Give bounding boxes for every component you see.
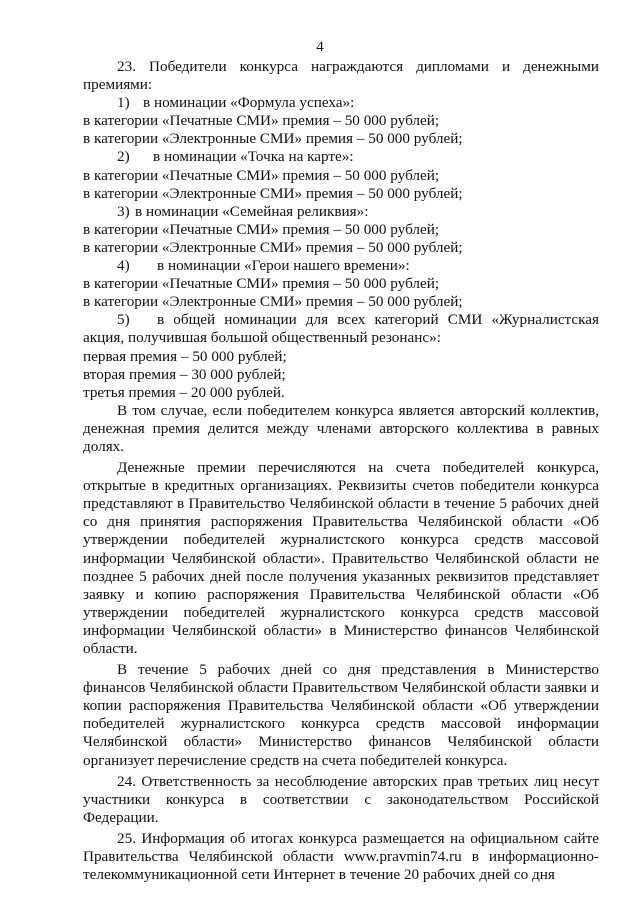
nomination-3-print: в категории «Печатные СМИ» премия – 50 000 рублей; — [83, 220, 440, 238]
nomination-3-number: 3) — [117, 202, 130, 220]
paragraph-collective: В том случае, если победителем конкурса является авторский коллектив, денежная премия делится между членами авторского коллектива в равных долях. — [83, 401, 599, 455]
paragraph-25: 25. Информация об итогах конкурса размещается на официальном сайте Правительства Челябинской области www.pravmin74.ru в информационно-телекоммуникационной сети Интернет в течение 20 рабочих дней со дня — [83, 829, 599, 884]
nomination-1-electronic: в категории «Электронные СМИ» премия – 50 000 рублей; — [83, 130, 463, 148]
nomination-5 — [83, 311, 599, 347]
paragraph-prize-transfer: Денежные премии перечисляются на счета победителей конкурса, открытые в кредитных организациях. Реквизиты счетов победители конкурса представляют в Правительство Челябинской области в течение 5 рабочих дней со дня принятия распоряжения Правительства Челябинской области «Об утверждении победителей журналистского конкурса средств массовой информации Челябинской области». Правительство Челябинской области не позднее 5 рабочих дней после получения указанных реквизитов представляет заявку и копию распоряжения Правительства Челябинской области «Об утверждении победителей журналистского конкурса средств массовой информации Челябинской области» в Министерство финансов Челябинской области. — [83, 459, 599, 657]
nomination-4-title: в номинации «Герои нашего времени»: — [157, 257, 410, 275]
prize-second: вторая премия – 30 000 рублей; — [83, 365, 286, 383]
prize-third: третья премия – 20 000 рублей. — [83, 383, 285, 401]
nomination-2-heading — [83, 148, 599, 166]
nomination-1-print: в категории «Печатные СМИ» премия – 50 000 рублей; — [83, 112, 440, 130]
nomination-4-electronic: в категории «Электронные СМИ» премия – 50 000 рублей; — [83, 293, 463, 311]
nomination-1-title: в номинации «Формула успеха»: — [143, 94, 355, 112]
paragraph-ministry-transfer: В течение 5 рабочих дней со дня представления в Министерство финансов Челябинской области Правительством Челябинской области заявки и копии распоряжения Правительства Челябинской области «Об утверждении победителей журналистского конкурса средств массовой информации Челябинской области» Министерство финансов Челябинской области организует перечисление средств на счета победителей конкурса. — [83, 661, 599, 769]
document-body — [83, 58, 599, 884]
nomination-2-print: в категории «Печатные СМИ» премия – 50 000 рублей; — [83, 166, 440, 184]
nomination-4-heading — [83, 257, 599, 275]
nomination-3-heading — [83, 203, 599, 221]
nomination-3-electronic: в категории «Электронные СМИ» премия – 50 000 рублей; — [83, 238, 463, 256]
nomination-1-number: 1) — [117, 94, 130, 112]
nomination-1-heading — [83, 94, 599, 112]
prize-first: первая премия – 50 000 рублей; — [83, 347, 287, 365]
nomination-5-title: в общей номинации для всех категорий СМИ «Журналистская акция, получившая большой общественный резонанс»: — [83, 311, 599, 347]
nomination-4-print: в категории «Печатные СМИ» премия – 50 000 рублей; — [83, 275, 440, 293]
paragraph-24: 24. Ответственность за несоблюдение авторских прав третьих лиц несут участники конкурса в соответствии с законодательством Российской Федерации. — [83, 772, 599, 826]
nomination-2-title: в номинации «Точка на карте»: — [153, 148, 354, 166]
nomination-4-number: 4) — [117, 257, 130, 275]
nomination-3-title: в номинации «Семейная реликвия»: — [135, 202, 369, 220]
paragraph-23-intro: 23. Победители конкурса награждаются дипломами и денежными премиями: — [83, 58, 599, 94]
nomination-2-electronic: в категории «Электронные СМИ» премия – 50 000 рублей; — [83, 184, 463, 202]
nomination-2-number: 2) — [117, 148, 130, 166]
nomination-5-number: 5) — [117, 311, 130, 329]
page-number: 4 — [316, 39, 324, 55]
